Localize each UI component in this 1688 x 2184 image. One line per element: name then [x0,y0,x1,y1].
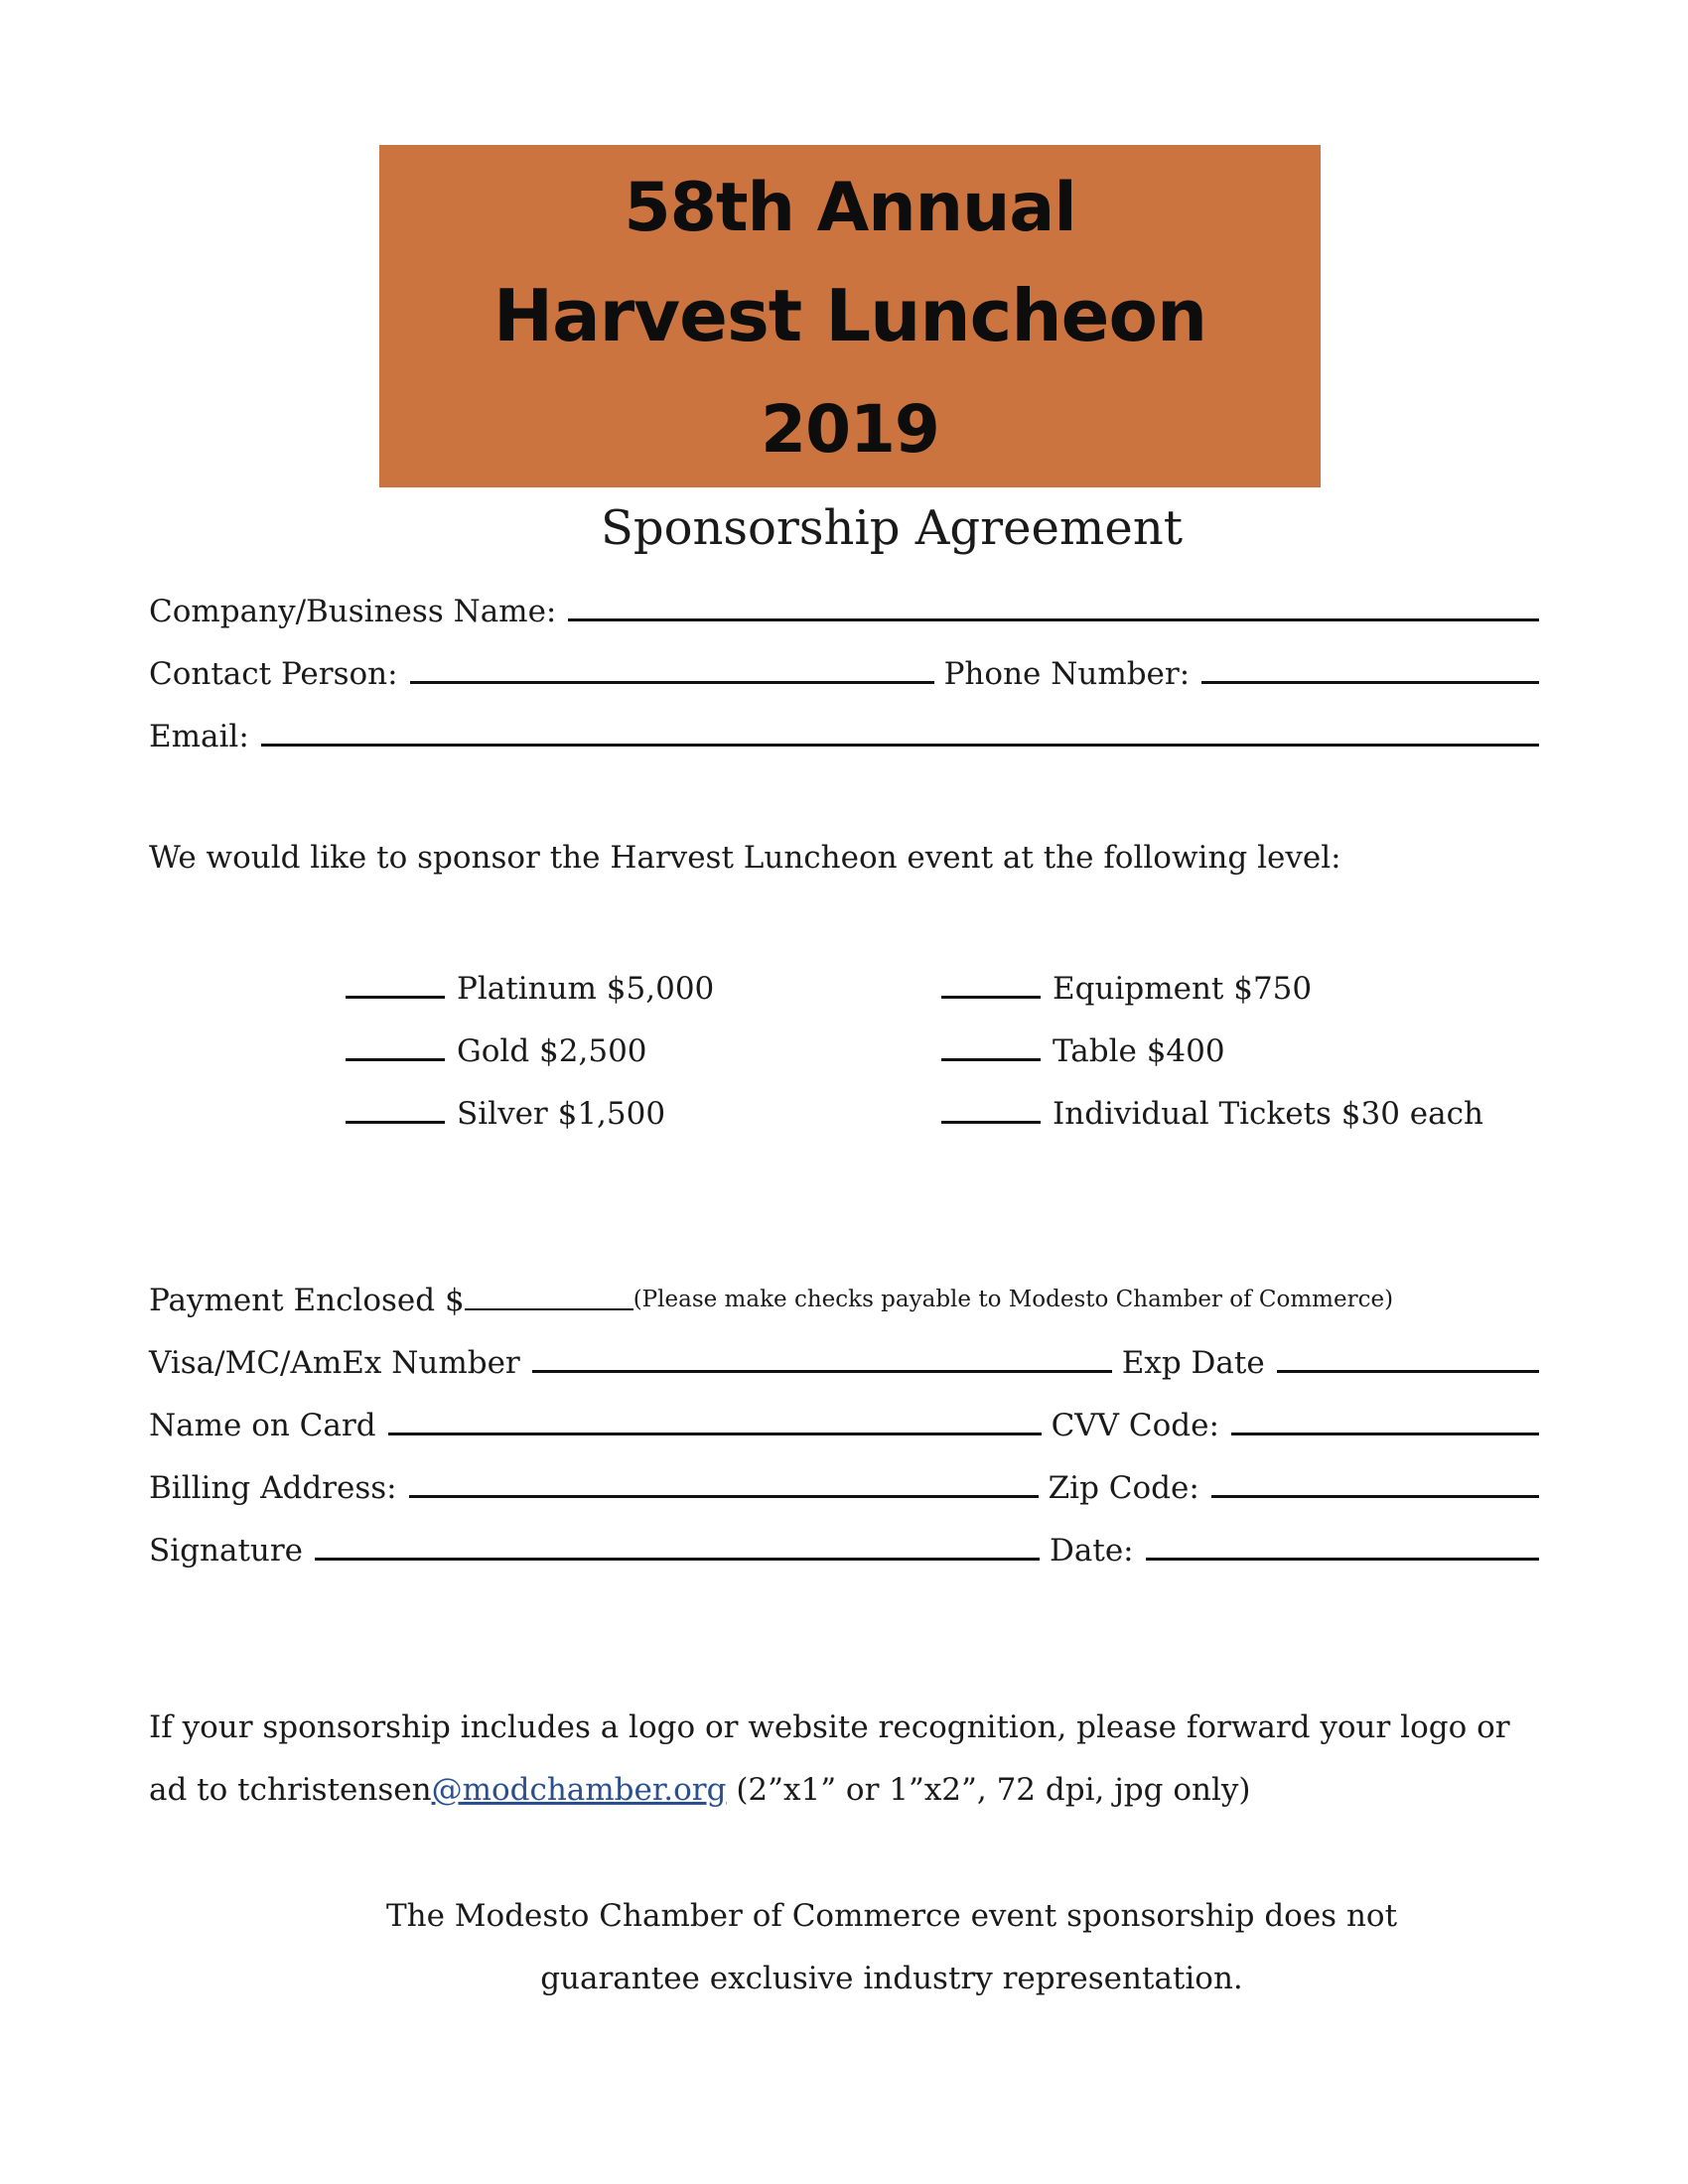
phone-label: Phone Number: [943,656,1191,692]
date-field[interactable] [1146,1530,1539,1561]
contact-person-field[interactable] [410,653,934,684]
company-row [149,586,1539,629]
level-tickets-field[interactable] [941,1093,1041,1124]
level-tickets [941,1088,1483,1132]
email-field[interactable] [261,716,1539,747]
level-table-label: Table $400 [1053,1033,1225,1069]
logo-note-suffix: (2”x1” or 1”x2”, 72 dpi, jpg only) [726,1772,1251,1808]
billing-address-field[interactable] [409,1467,1039,1498]
level-equipment [941,963,1312,1007]
level-gold-field[interactable] [346,1030,445,1061]
phone-field[interactable] [1201,653,1539,684]
payment-note: (Please make checks payable to Modesto Chamber of Commerce) [633,1287,1394,1312]
payment-enclosed-row [149,1275,1393,1318]
level-silver-label: Silver $1,500 [457,1096,666,1132]
card-number-field[interactable] [532,1342,1112,1373]
email-link[interactable]: @modchamber.org [431,1772,727,1808]
page-title: Sponsorship Agreement [600,500,1184,556]
level-equipment-field[interactable] [941,968,1041,999]
signature-row [149,1525,1539,1569]
zip-label: Zip Code: [1048,1470,1199,1506]
logo-note-line-2 [149,1772,1251,1808]
signature-field[interactable] [315,1530,1040,1561]
level-tickets-label: Individual Tickets $30 each [1053,1096,1483,1132]
email-label: Email: [149,719,249,754]
level-table-field[interactable] [941,1030,1041,1061]
disclaimer-line-2: guarantee exclusive industry representation. [540,1961,1243,1996]
company-label: Company/Business Name: [149,594,557,629]
level-silver [346,1088,665,1132]
name-row [149,1400,1539,1443]
billing-row [149,1462,1539,1506]
date-label: Date: [1050,1533,1134,1569]
name-on-card-label: Name on Card [149,1408,376,1443]
sponsor-intro: We would like to sponsor the Harvest Luncheon event at the following level: [149,840,1341,876]
contact-person-label: Contact Person: [149,656,398,692]
level-silver-field[interactable] [346,1093,445,1124]
name-on-card-field[interactable] [388,1405,1042,1435]
level-gold-label: Gold $2,500 [457,1033,647,1069]
logo-note-line-1: If your sponsorship includes a logo or website recognition, please forward your logo or [149,1709,1510,1745]
exp-date-label: Exp Date [1121,1345,1265,1381]
contact-row [149,648,1539,692]
level-platinum-field[interactable] [346,968,445,999]
cvv-field[interactable] [1231,1405,1539,1435]
zip-field[interactable] [1211,1467,1539,1498]
payment-enclosed-label: Payment Enclosed $ [149,1283,465,1318]
level-gold [346,1025,647,1069]
level-platinum [346,963,714,1007]
payment-amount-field[interactable] [465,1281,633,1310]
event-banner [379,145,1321,487]
card-row [149,1337,1539,1381]
signature-label: Signature [149,1533,304,1569]
level-platinum-label: Platinum $5,000 [457,971,715,1007]
card-number-label: Visa/MC/AmEx Number [149,1345,520,1381]
level-equipment-label: Equipment $750 [1053,971,1313,1007]
banner-line-1: 58th Annual [624,169,1076,247]
billing-address-label: Billing Address: [149,1470,397,1506]
email-row [149,711,1539,754]
banner-line-3: 2019 [761,391,939,468]
cvv-label: CVV Code: [1051,1408,1219,1443]
company-field[interactable] [568,591,1539,621]
level-table [941,1025,1225,1069]
banner-line-2: Harvest Luncheon [492,274,1207,357]
disclaimer-line-1: The Modesto Chamber of Commerce event sponsorship does not [385,1898,1398,1934]
exp-date-field[interactable] [1277,1342,1539,1373]
logo-note-prefix: ad to tchristensen [149,1772,432,1808]
